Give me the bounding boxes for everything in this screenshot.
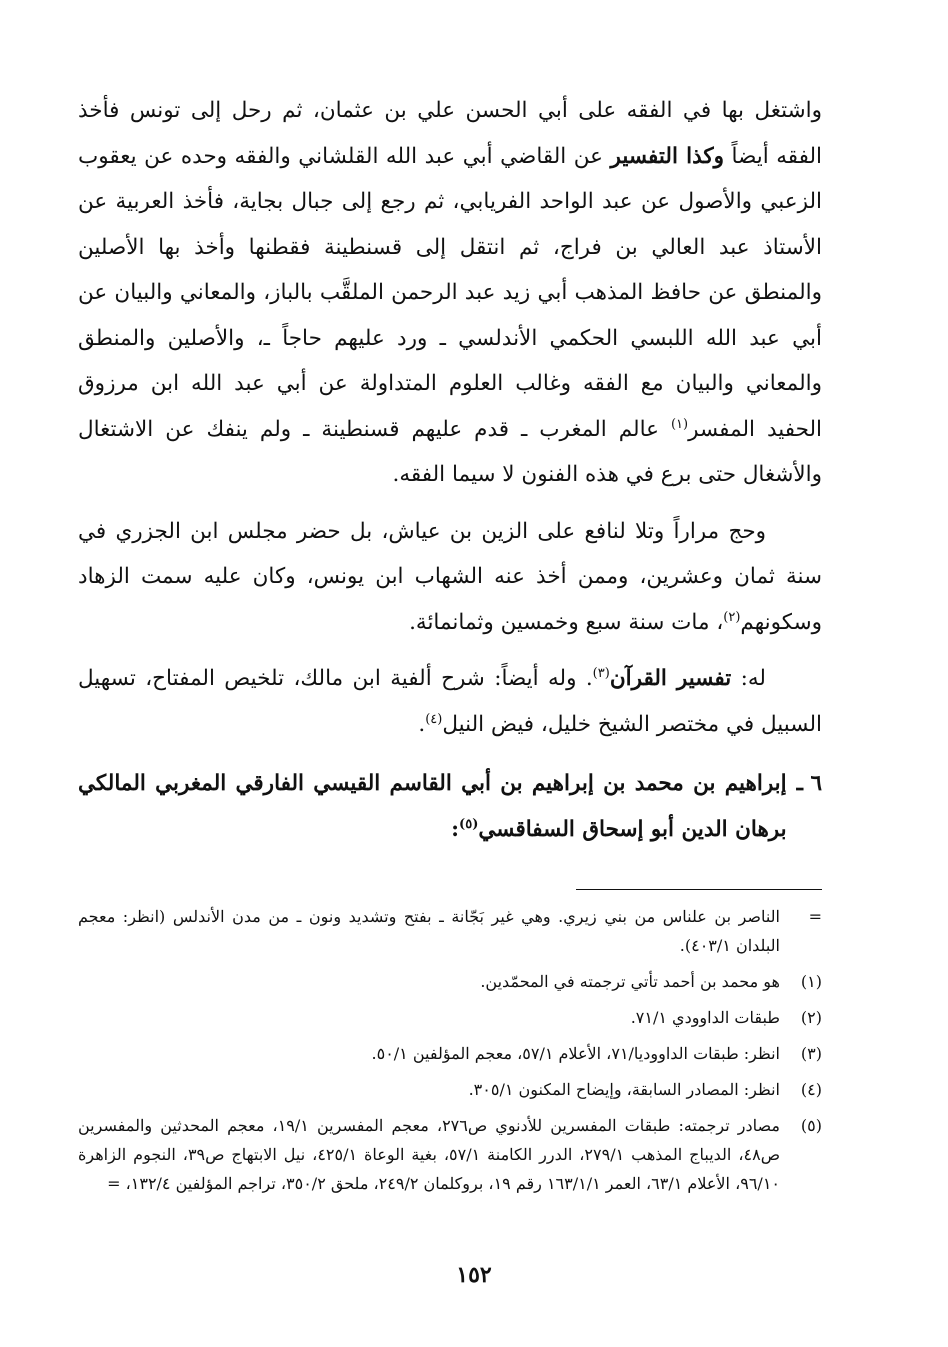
entry-colon: : [451, 817, 460, 842]
footnote-3 [78, 1039, 822, 1068]
paragraph-2-part-a: وحج مراراً وتلا لنافع على الزين بن عياش، بل حضر مجلس ابن الجزري في سنة ثمان وعشرين، وممن أخذ عنه الشهاب ابن يونس، وكان عليه سمت الزهاد وسكونهم [78, 518, 822, 635]
footnote-text: مصادر ترجمته: طبقات المفسرين للأدنوي ص٢٧٦، معجم المفسرين ١٩/١، معجم المحدثين والمفسرين ص٤٨، الديباج المذهب ٢٧٩/١، الدرر الكامنة ٥٧/١، بغية الوعاة ٤٢٥/١، نيل الابتهاج ص٣٩، النجوم الزاهرة ٩٦/١٠، الأعلام ٦٣/١، العمر ١٦٣/١/١ رقم ١٩، بروكلمان ٢٤٩/٢، ملحق ٣٥٠/٢، تراجم المؤلفين ١٣٢/٤، = [78, 1116, 781, 1193]
footnote-marker: (١) [800, 972, 822, 991]
main-text [78, 88, 822, 853]
footnote-ref-2: (٢) [723, 609, 741, 625]
footnote-ref-3: (٣) [592, 665, 610, 681]
footnote-marker: (٥) [800, 1116, 822, 1135]
biography-entry [78, 761, 822, 853]
entry-number: ٦ ـ [796, 771, 822, 796]
footnotes [78, 902, 822, 1198]
footnote-ref-5: (٥) [459, 816, 479, 832]
footnote-continued [78, 902, 822, 960]
footnote-2 [78, 1003, 822, 1032]
paragraph-2 [78, 509, 822, 646]
paragraph-3 [78, 656, 822, 747]
footnote-ref-1: (١) [670, 416, 689, 432]
footnote-marker: (٤) [800, 1080, 822, 1099]
paragraph-3-part-a: له: [740, 666, 766, 691]
paragraph-2-part-b: ، مات سنة سبع وخمسين وثمانمائة. [409, 609, 724, 635]
footnote-divider [576, 889, 822, 890]
footnote-marker: (٢) [800, 1008, 822, 1027]
paragraph-1-part-a: واشتغل بها في الفقه على أبي الحسن علي بن عثمان، ثم رحل إلى تونس فأخذ الفقه أيضاً [78, 98, 822, 169]
paragraph-3-part-c: . وله أيضاً: شرح ألفية ابن مالك، تلخيص المفتاح، تسهيل السبيل في مختصر الشيخ خليل، فيض النيل [78, 666, 822, 737]
footnote-ref-4: (٤) [425, 711, 443, 727]
footnote-1 [78, 967, 822, 996]
paragraph-1-part-c: عن القاضي أبي عبد الله القلشاني والفقه وحده عن يعقوب الزعبي والأصول عن عبد الواحد الفريابي، ثم رجع إلى جبال بجاية، فأخذ العربية عن الأستاذ عبد العالي بن فراج، ثم انتقل إلى قسنطينة فقطنها وأخذ بها الأصلين والمنطق عن حافظ المذهب أبي زيد عبد الرحمن الملقَّب بالباز، والمعاني والبيان عن أبي عبد الله اللبسي الحكمي الأندلسي ـ ورد عليهم حاجاً ـ، والأصلين والمنطق والمعاني والبيان مع الفقه وغالب العلوم المتداولة عن أبي عبد الله ابن مرزوق الحفيد المفسر [78, 143, 823, 442]
footnote-5 [78, 1111, 822, 1198]
highlight-tafsir: وكذا التفسير [610, 143, 724, 169]
paragraph-1-part-d: عالم المغرب ـ قدم عليهم قسنطينة ـ ولم ينفك عن الاشتغال والأشغال حتى برع في هذه الفنون لا سيما الفقه. [78, 416, 822, 487]
footnote-marker: (٣) [800, 1044, 822, 1063]
entry-heading [78, 761, 787, 853]
footnote-text: انظر: المصادر السابقة، وإيضاح المكنون ٣٠٥/١. [468, 1080, 780, 1099]
footnote-4 [78, 1075, 822, 1104]
paragraph-1 [78, 88, 822, 498]
entry-name: إبراهيم بن محمد بن إبراهيم بن أبي القاسم القيسي الفارقي المغربي المالكي برهان الدين أبو إسحاق السفاقسي [78, 771, 787, 842]
paragraph-3-part-d: . [418, 711, 426, 737]
page-number: ١٥٢ [456, 1262, 492, 1288]
footnote-text: هو محمد بن أحمد تأتي ترجمته في المحمّدين. [480, 972, 780, 991]
footnote-text: انظر: طبقات الداووديا/٧١، الأعلام ٥٧/١، معجم المؤلفين ٥٠/١. [371, 1044, 780, 1063]
footnote-text: طبقات الداوودي ٧١/١. [630, 1008, 780, 1027]
footnote-marker: = [808, 907, 822, 926]
footnote-text: الناصر بن علناس من بني زيري. وهي غير بَجّانة ـ بفتح وتشديد ونون ـ من مدن الأندلس (انظر: معجم البلدان ٤٠٣/١). [78, 907, 781, 955]
book-title: تفسير القرآن [609, 666, 732, 691]
